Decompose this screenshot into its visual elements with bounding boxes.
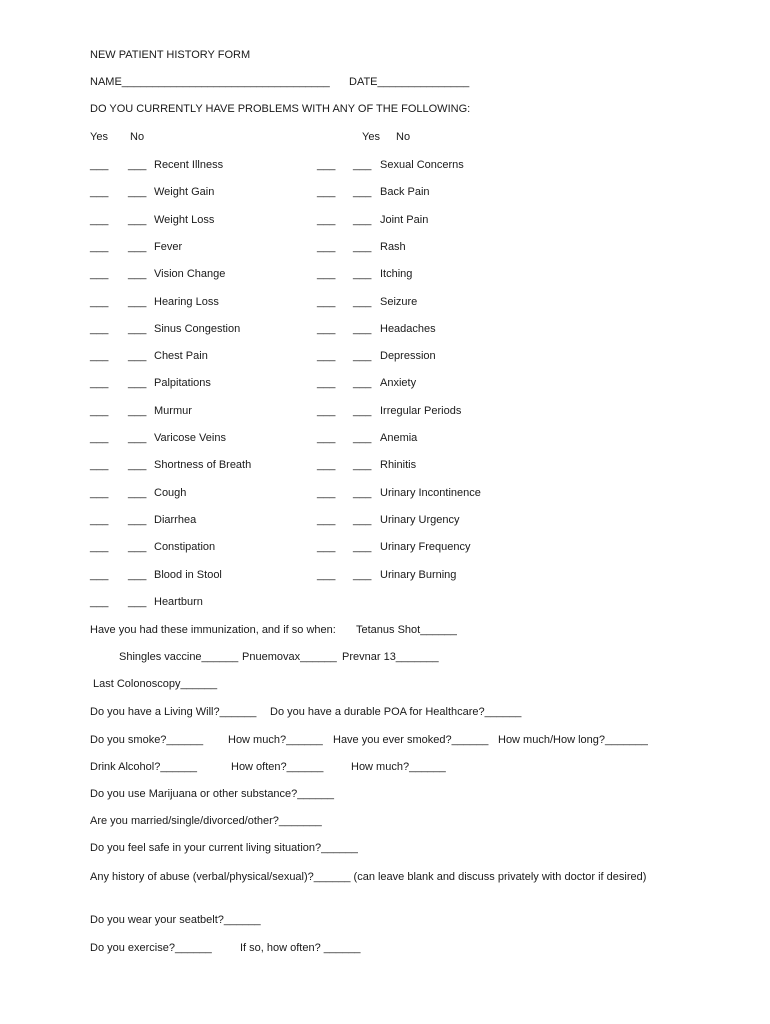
- alcohol-frequency-field[interactable]: How often?______: [231, 761, 324, 773]
- yes-blank[interactable]: ___: [90, 377, 109, 390]
- yes-blank[interactable]: ___: [317, 213, 336, 226]
- checklist-row: [90, 404, 310, 418]
- checklist-row: [317, 322, 537, 336]
- yes-blank[interactable]: ___: [90, 513, 109, 526]
- no-blank[interactable]: ___: [128, 377, 147, 390]
- alcohol-amount-field[interactable]: How much?______: [351, 761, 446, 773]
- condition-label: Shortness of Breath: [154, 459, 252, 472]
- no-blank[interactable]: ___: [128, 459, 147, 472]
- condition-label: Palpitations: [154, 377, 211, 390]
- checklist-row: [317, 513, 537, 527]
- no-blank[interactable]: ___: [353, 513, 372, 526]
- yes-blank[interactable]: ___: [90, 295, 109, 308]
- no-blank[interactable]: ___: [128, 295, 147, 308]
- problems-question: DO YOU CURRENTLY HAVE PROBLEMS WITH ANY OF THE FOLLOWING:: [90, 103, 471, 115]
- name-field[interactable]: NAME__________________________________: [90, 76, 330, 88]
- no-blank[interactable]: ___: [353, 486, 372, 499]
- condition-label: Hearing Loss: [154, 295, 219, 308]
- checklist-row: [317, 458, 537, 472]
- condition-label: Weight Gain: [154, 186, 215, 199]
- no-blank[interactable]: ___: [353, 186, 372, 199]
- no-blank[interactable]: ___: [353, 159, 372, 171]
- yes-blank[interactable]: ___: [317, 240, 336, 253]
- left-yes-header: Yes: [90, 131, 108, 143]
- yes-blank[interactable]: ___: [90, 159, 109, 171]
- smoke-duration-field[interactable]: How much/How long?_______: [498, 734, 648, 746]
- poa-field[interactable]: Do you have a durable POA for Healthcare?______: [270, 706, 522, 718]
- condition-label: Recent Illness: [154, 159, 224, 171]
- alcohol-field[interactable]: Drink Alcohol?______: [90, 761, 198, 773]
- checklist-row: [90, 568, 310, 582]
- tetanus-field[interactable]: Tetanus Shot______: [356, 624, 457, 636]
- checklist-row: [317, 185, 537, 199]
- date-field[interactable]: DATE_______________: [349, 76, 470, 88]
- condition-label: Sexual Concerns: [380, 159, 464, 171]
- checklist-row: [90, 431, 310, 445]
- yes-blank[interactable]: ___: [317, 513, 336, 526]
- checklist-row: [90, 540, 310, 554]
- checklist-row: [317, 349, 537, 363]
- no-blank[interactable]: ___: [128, 268, 147, 281]
- yes-blank[interactable]: ___: [317, 377, 336, 390]
- living-safety-field[interactable]: Do you feel safe in your current living situation?______: [90, 842, 358, 854]
- yes-blank[interactable]: ___: [90, 595, 109, 608]
- yes-blank[interactable]: ___: [317, 159, 336, 171]
- yes-blank[interactable]: ___: [317, 322, 336, 335]
- yes-blank[interactable]: ___: [90, 432, 109, 444]
- no-blank[interactable]: ___: [353, 568, 372, 581]
- no-blank[interactable]: ___: [128, 432, 147, 444]
- abuse-history-field[interactable]: Any history of abuse (verbal/physical/sexual)?______ (can leave blank and discuss privately with doctor if desired): [90, 871, 647, 883]
- yes-blank[interactable]: ___: [317, 350, 336, 363]
- condition-label: Blood in Stool: [154, 568, 222, 581]
- checklist-row: [90, 185, 310, 199]
- yes-blank[interactable]: ___: [90, 350, 109, 363]
- condition-label: Irregular Periods: [380, 404, 462, 417]
- yes-blank[interactable]: ___: [90, 541, 109, 554]
- colonoscopy-field[interactable]: Last Colonoscopy______: [93, 678, 218, 690]
- no-blank[interactable]: ___: [128, 595, 147, 608]
- yes-blank[interactable]: ___: [90, 459, 109, 472]
- condition-label: Rhinitis: [380, 459, 417, 472]
- no-blank[interactable]: ___: [128, 513, 147, 526]
- no-blank[interactable]: ___: [128, 568, 147, 581]
- checklist-row: [317, 213, 537, 227]
- yes-blank[interactable]: ___: [317, 432, 336, 444]
- exercise-field[interactable]: Do you exercise?______: [90, 942, 212, 954]
- checklist-row: [90, 295, 310, 309]
- yes-blank[interactable]: ___: [317, 186, 336, 199]
- yes-blank[interactable]: ___: [317, 541, 336, 554]
- checklist-row: [317, 158, 537, 172]
- condition-label: Urinary Urgency: [380, 513, 460, 526]
- no-blank[interactable]: ___: [128, 541, 147, 554]
- checklist-row: [90, 158, 310, 172]
- shingles-field[interactable]: Shingles vaccine______: [119, 651, 239, 663]
- checklist-row: [317, 240, 537, 254]
- condition-label: Murmur: [154, 404, 192, 417]
- no-blank[interactable]: ___: [353, 213, 372, 226]
- checklist-row: [90, 376, 310, 390]
- yes-blank[interactable]: ___: [317, 568, 336, 581]
- yes-blank[interactable]: ___: [317, 486, 336, 499]
- yes-blank[interactable]: ___: [90, 213, 109, 226]
- yes-blank[interactable]: ___: [90, 568, 109, 581]
- pnuemovax-field[interactable]: Pnuemovax______: [242, 651, 337, 663]
- condition-label: Itching: [380, 268, 413, 281]
- smoke-amount-field[interactable]: How much?______: [228, 734, 323, 746]
- marital-status-field[interactable]: Are you married/single/divorced/other?_______: [90, 815, 322, 827]
- checklist-row: [90, 349, 310, 363]
- checklist-row: [90, 240, 310, 254]
- condition-label: Urinary Frequency: [380, 541, 471, 554]
- no-blank[interactable]: ___: [128, 186, 147, 199]
- yes-blank[interactable]: ___: [90, 240, 109, 253]
- condition-label: Seizure: [380, 295, 418, 308]
- checklist-row: [90, 213, 310, 227]
- checklist-row: [90, 595, 310, 609]
- condition-label: Constipation: [154, 541, 216, 554]
- ever-smoked-field[interactable]: Have you ever smoked?______: [333, 734, 489, 746]
- condition-label: Joint Pain: [380, 213, 429, 226]
- yes-blank[interactable]: ___: [317, 268, 336, 281]
- no-blank[interactable]: ___: [353, 432, 372, 444]
- checklist-row: [90, 513, 310, 527]
- checklist-row: [317, 295, 537, 309]
- condition-label: Fever: [154, 240, 183, 253]
- checklist-row: [90, 486, 310, 500]
- marijuana-field[interactable]: Do you use Marijuana or other substance?______: [90, 788, 334, 800]
- condition-label: Anemia: [380, 432, 418, 444]
- no-blank[interactable]: ___: [353, 459, 372, 472]
- seatbelt-field[interactable]: Do you wear your seatbelt?______: [90, 914, 261, 926]
- condition-label: Sinus Congestion: [154, 322, 241, 335]
- no-blank[interactable]: ___: [128, 213, 147, 226]
- yes-blank[interactable]: ___: [90, 322, 109, 335]
- checklist-row: [317, 376, 537, 390]
- condition-label: Back Pain: [380, 186, 430, 199]
- no-blank[interactable]: ___: [128, 159, 147, 171]
- checklist-row: [90, 267, 310, 281]
- no-blank[interactable]: ___: [128, 322, 147, 335]
- checklist-row: [90, 458, 310, 472]
- yes-blank[interactable]: ___: [90, 268, 109, 281]
- yes-blank[interactable]: ___: [317, 404, 336, 417]
- checklist-row: [317, 568, 537, 582]
- condition-label: Depression: [380, 350, 436, 363]
- condition-label: Urinary Burning: [380, 568, 457, 581]
- checklist-row: [90, 322, 310, 336]
- yes-blank[interactable]: ___: [317, 459, 336, 472]
- checklist-row: [317, 267, 537, 281]
- no-blank[interactable]: ___: [353, 240, 372, 253]
- checklist-row: [317, 431, 537, 445]
- no-blank[interactable]: ___: [128, 350, 147, 363]
- exercise-frequency-field[interactable]: If so, how often? ______: [240, 942, 361, 954]
- condition-label: Weight Loss: [154, 213, 215, 226]
- no-blank[interactable]: ___: [128, 404, 147, 417]
- checklist-row: [317, 486, 537, 500]
- condition-label: Varicose Veins: [154, 432, 226, 444]
- form-title: NEW PATIENT HISTORY FORM: [90, 49, 251, 61]
- no-blank[interactable]: ___: [353, 295, 372, 308]
- condition-label: Urinary Incontinence: [380, 486, 481, 499]
- condition-label: Heartburn: [154, 595, 203, 608]
- no-blank[interactable]: ___: [353, 404, 372, 417]
- left-no-header: No: [130, 131, 145, 143]
- right-no-header: No: [396, 131, 411, 143]
- yes-blank[interactable]: ___: [317, 295, 336, 308]
- condition-label: Anxiety: [380, 377, 417, 390]
- condition-label: Chest Pain: [154, 350, 208, 363]
- immunization-question: Have you had these immunization, and if so when:: [90, 624, 336, 636]
- condition-label: Rash: [380, 240, 406, 253]
- smoke-field[interactable]: Do you smoke?______: [90, 734, 204, 746]
- right-yes-header: Yes: [362, 131, 380, 143]
- condition-label: Diarrhea: [154, 513, 197, 526]
- checklist-row: [317, 404, 537, 418]
- condition-label: Headaches: [380, 322, 436, 335]
- condition-label: Vision Change: [154, 268, 226, 281]
- no-blank[interactable]: ___: [128, 240, 147, 253]
- checklist-row: [317, 540, 537, 554]
- no-blank[interactable]: ___: [353, 541, 372, 554]
- yes-blank[interactable]: ___: [90, 486, 109, 499]
- yes-blank[interactable]: ___: [90, 186, 109, 199]
- no-blank[interactable]: ___: [353, 268, 372, 281]
- prevnar-field[interactable]: Prevnar 13_______: [342, 651, 439, 663]
- yes-blank[interactable]: ___: [90, 404, 109, 417]
- condition-label: Cough: [154, 486, 187, 499]
- no-blank[interactable]: ___: [353, 377, 372, 390]
- no-blank[interactable]: ___: [353, 322, 372, 335]
- living-will-field[interactable]: Do you have a Living Will?______: [90, 706, 257, 718]
- no-blank[interactable]: ___: [128, 486, 147, 499]
- no-blank[interactable]: ___: [353, 350, 372, 363]
